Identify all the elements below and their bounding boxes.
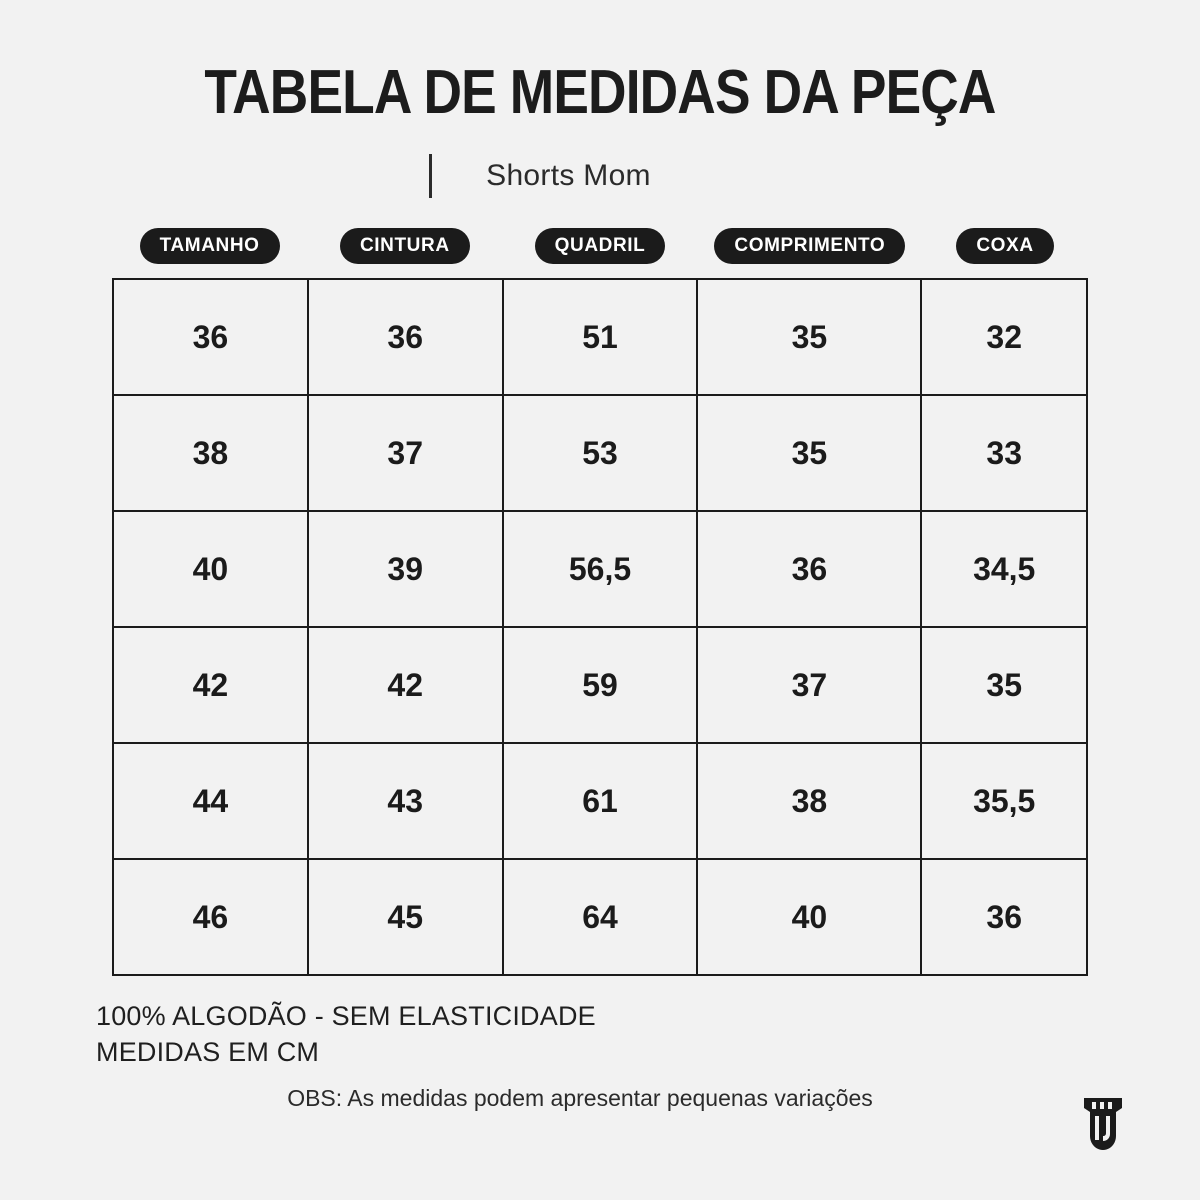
column-header-comprimento: COMPRIMENTO (714, 228, 905, 264)
cell-comprimento: 40 (697, 859, 921, 975)
column-header-quadril: QUADRIL (535, 228, 666, 264)
cell-tamanho: 46 (113, 859, 308, 975)
pill-cell-comprimento (698, 228, 922, 264)
brand-logo-icon (1080, 1096, 1126, 1152)
subtitle-divider (429, 154, 432, 198)
material-note: 100% ALGODÃO - SEM ELASTICIDADE (96, 1001, 596, 1031)
cell-tamanho: 44 (113, 743, 308, 859)
pill-cell-tamanho (112, 228, 307, 264)
table-row (113, 627, 1087, 743)
cell-quadril: 53 (503, 395, 698, 511)
table-row (113, 743, 1087, 859)
cell-cintura: 45 (308, 859, 503, 975)
pill-cell-cintura (307, 228, 502, 264)
cell-quadril: 51 (503, 279, 698, 395)
cell-cintura: 36 (308, 279, 503, 395)
cell-tamanho: 38 (113, 395, 308, 511)
cell-quadril: 56,5 (503, 511, 698, 627)
cell-quadril: 64 (503, 859, 698, 975)
column-header-pills (0, 228, 1200, 264)
cell-coxa: 36 (921, 859, 1087, 975)
cell-coxa: 35,5 (921, 743, 1087, 859)
table-row (113, 859, 1087, 975)
cell-comprimento: 38 (697, 743, 921, 859)
table-row (113, 511, 1087, 627)
product-name: Shorts Mom (486, 159, 651, 192)
observation-note: OBS: As medidas podem apresentar pequenas variações (287, 1084, 873, 1111)
cell-cintura: 39 (308, 511, 503, 627)
pill-cell-quadril (502, 228, 697, 264)
cell-tamanho: 42 (113, 627, 308, 743)
column-header-tamanho: TAMANHO (140, 228, 280, 264)
cell-comprimento: 36 (697, 511, 921, 627)
cell-coxa: 34,5 (921, 511, 1087, 627)
cell-quadril: 59 (503, 627, 698, 743)
cell-quadril: 61 (503, 743, 698, 859)
cell-cintura: 42 (308, 627, 503, 743)
measurements-table (112, 278, 1088, 976)
cell-coxa: 35 (921, 627, 1087, 743)
cell-comprimento: 35 (697, 395, 921, 511)
measurements-table-wrap (0, 278, 1200, 976)
cell-tamanho: 40 (113, 511, 308, 627)
column-header-coxa: COXA (956, 228, 1053, 264)
page-title: TABELA DE MEDIDAS DA PEÇA (204, 58, 996, 127)
cell-cintura: 43 (308, 743, 503, 859)
cell-tamanho: 36 (113, 279, 308, 395)
cell-comprimento: 37 (697, 627, 921, 743)
table-row (113, 395, 1087, 511)
footer (0, 998, 1200, 1112)
pill-cell-coxa (922, 228, 1088, 264)
cell-coxa: 32 (921, 279, 1087, 395)
column-header-cintura: CINTURA (340, 228, 470, 264)
cell-coxa: 33 (921, 395, 1087, 511)
unit-note: MEDIDAS EM CM (96, 1037, 320, 1068)
subtitle-row (0, 154, 1200, 198)
cell-comprimento: 35 (697, 279, 921, 395)
cell-cintura: 37 (308, 395, 503, 511)
table-row (113, 279, 1087, 395)
